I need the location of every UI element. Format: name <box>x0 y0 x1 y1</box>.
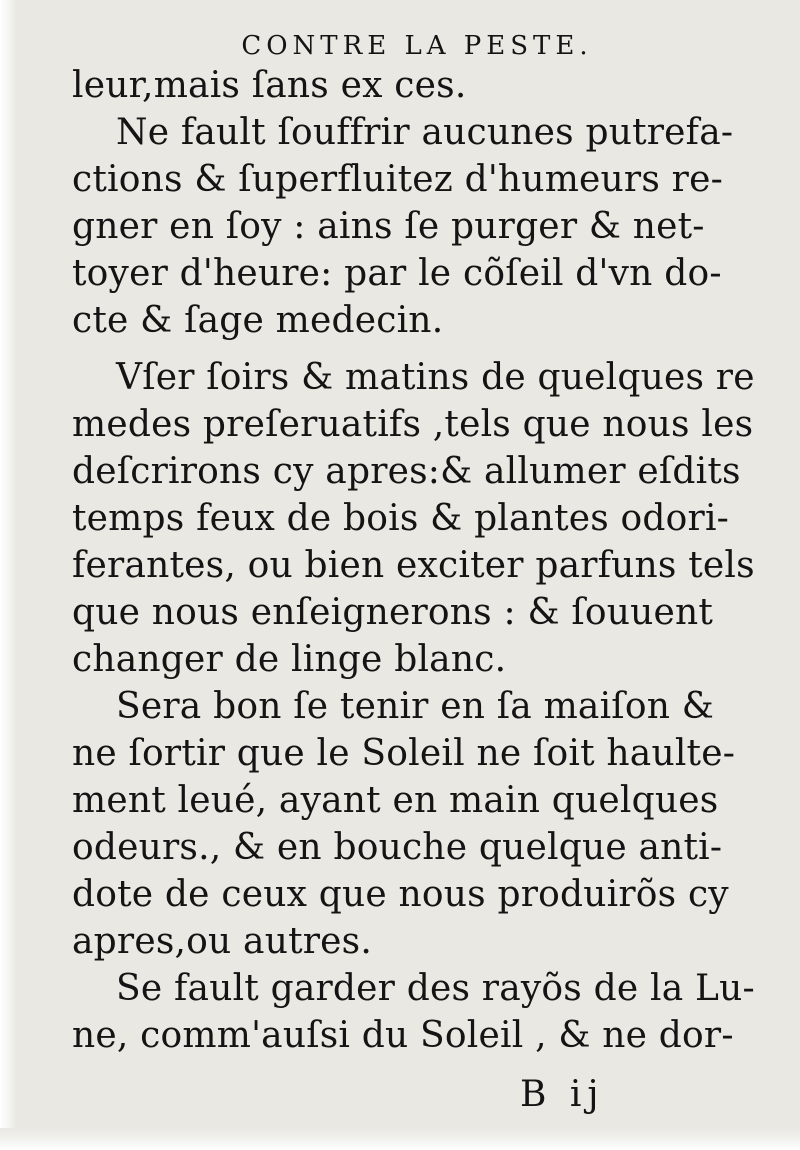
page-bottom-edge <box>0 1128 800 1150</box>
text-line: temps feux de bois & plantes odori- <box>72 498 730 539</box>
paragraph-start-line: Ne fault ſouffrir aucunes putrefa- <box>116 112 734 153</box>
page-gutter-edge <box>0 0 16 1150</box>
text-line: apres,ou autres. <box>72 921 372 962</box>
text-line: deſcrirons cy apres:& allumer eſdits <box>72 451 741 492</box>
text-line: leur,mais ſans ex ces. <box>72 65 467 106</box>
text-line: dote de ceux que nous produirõs cy <box>72 874 729 915</box>
paragraph-start-line: Se fault garder des rayõs de la Lu- <box>116 968 755 1009</box>
text-line: cte & ſage medecin. <box>72 300 444 341</box>
text-line: ment leué, ayant en main quelques <box>72 780 719 821</box>
running-head: CONTRE LA PESTE. <box>241 31 593 61</box>
text-line: odeurs., & en bouche quelque anti- <box>72 827 723 868</box>
text-line: que nous enſeignerons : & ſouuent <box>72 592 714 633</box>
text-line: toyer d'heure: par le cõſeil d'vn do- <box>72 253 722 294</box>
text-line: ctions & ſuperfluitez d'humeurs re- <box>72 159 723 200</box>
text-line: ne, comm'auſsi du Soleil , & ne dor- <box>72 1015 734 1056</box>
text-line: gner en ſoy : ains ſe purger & net- <box>72 206 705 247</box>
paragraph-start-line: Vſer ſoirs & matins de quelques re <box>116 357 755 398</box>
paragraph-start-line: Sera bon ſe tenir en ſa maiſon & <box>116 686 714 727</box>
text-block <box>72 30 755 1059</box>
text-line: ne ſortir que le Soleil ne ſoit haulte- <box>72 733 736 774</box>
signature-mark: B ij <box>520 1074 605 1115</box>
text-line: medes preſeruatifs ,tels que nous les <box>72 404 754 445</box>
text-line: changer de linge blanc. <box>72 639 507 680</box>
text-line: ferantes, ou bien exciter parfuns tels <box>72 545 755 586</box>
